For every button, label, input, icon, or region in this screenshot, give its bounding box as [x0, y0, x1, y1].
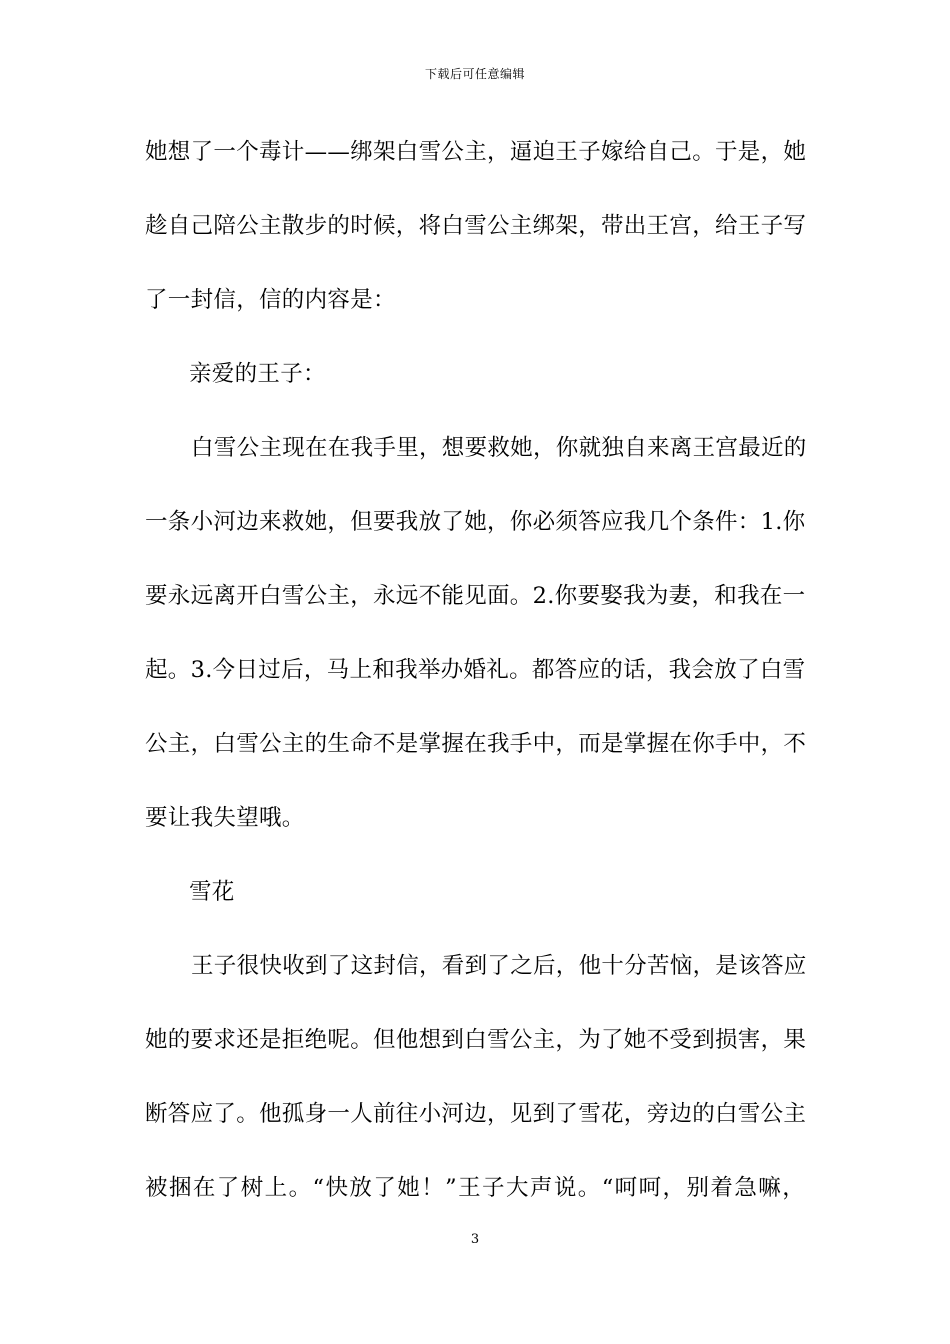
text-line: 了一封信，信的内容是：: [145, 287, 396, 313]
text-line: 她想了一个毒计——绑架白雪公主，逼迫王子嫁给自己。于是，她: [145, 139, 807, 165]
text-line: 王子很快收到了这封信，看到了之后，他十分苦恼，是该答应: [191, 953, 807, 979]
text-line: 一条小河边来救她，但要我放了她，你必须答应我几个条件：1.你: [145, 509, 806, 535]
text-line: 公主，白雪公主的生命不是掌握在我手中，而是掌握在你手中，不: [145, 731, 807, 757]
page-number: 3: [470, 1232, 480, 1247]
text-line: 要永远离开白雪公主，永远不能见面。2.你要娶我为妻，和我在一: [145, 583, 806, 609]
letter-salutation: 亲爱的王子：: [189, 361, 326, 387]
text-line: 趁自己陪公主散步的时候，将白雪公主绑架，带出王宫，给王子写: [145, 213, 807, 239]
text-line: 断答应了。他孤身一人前往小河边，见到了雪花，旁边的白雪公主: [145, 1101, 807, 1127]
text-line: 白雪公主现在在我手里，想要救她，你就独自来离王宫最近的: [191, 435, 807, 461]
text-line: 她的要求还是拒绝呢。但他想到白雪公主，为了她不受到损害，果: [145, 1027, 807, 1053]
letter-signature: 雪花: [189, 879, 235, 905]
document-body: [145, 130, 805, 1240]
text-line: 起。3.今日过后，马上和我举办婚礼。都答应的话，我会放了白雪: [145, 657, 806, 683]
page-header: 下载后可任意编辑: [424, 67, 525, 81]
text-line: 要让我失望哦。: [145, 805, 305, 831]
text-line: 被捆在了树上。“快放了她！”王子大声说。“呵呵，别着急嘛，: [145, 1175, 805, 1201]
